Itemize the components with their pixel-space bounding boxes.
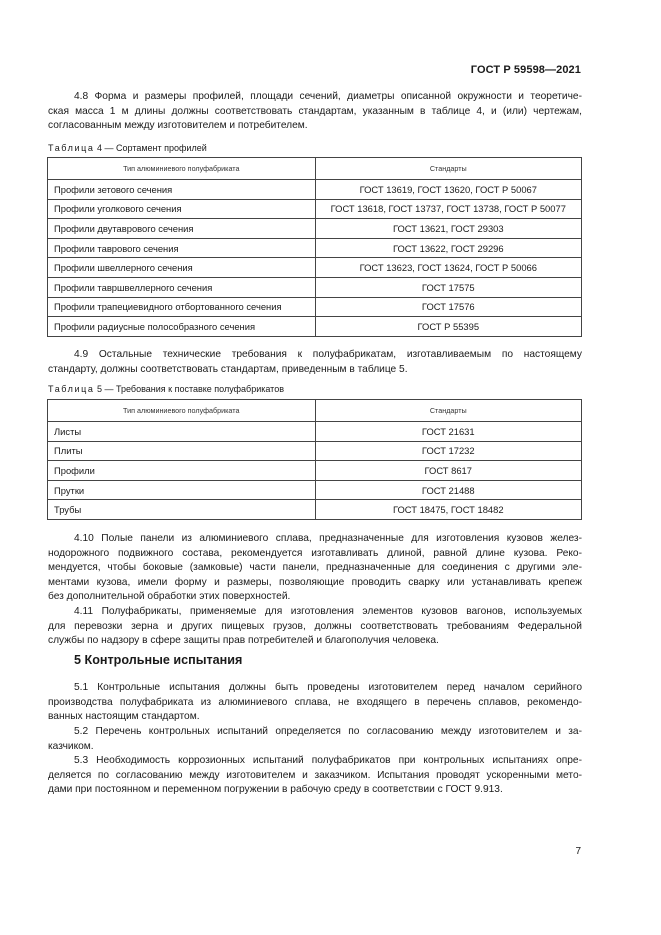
cell-standards: ГОСТ 17575 <box>315 277 581 297</box>
para-line: для перевозки зерна и других пищевых грузов, должны соответствовать требованиям Федеральной <box>48 620 582 632</box>
cell-standards: ГОСТ 17232 <box>315 441 581 461</box>
cell-type: Листы <box>48 422 316 442</box>
table-row <box>48 422 582 442</box>
para-line: деляется по согласованию между изготовителем и заказчиком. Испытания проводят ускоренными мето- <box>48 769 582 781</box>
para-line: 4.11 Полуфабрикаты, применяемые для изготовления элементов кузовов вагонов, используемых <box>74 606 582 617</box>
cell-standards: ГОСТ 21488 <box>315 480 581 500</box>
cell-standards: ГОСТ 13622, ГОСТ 29296 <box>315 238 581 258</box>
caption-text: 5 — Требования к поставке полуфабрикатов <box>94 384 284 394</box>
cell-type: Профили зетового сечения <box>48 180 316 200</box>
table-row <box>48 297 582 317</box>
para-line: ская масса 1 м длины должны соответствовать стандартам, указанным в таблице 4, и (или) чертежам, <box>48 105 582 117</box>
table-row <box>48 500 582 520</box>
cell-standards: ГОСТ 21631 <box>315 422 581 442</box>
cell-type: Профили таврового сечения <box>48 238 316 258</box>
para-line: дами при постоянном и переменном погружении в рабочую среду в соответствии с ГОСТ 9.913. <box>48 784 503 796</box>
table-4 <box>47 157 582 337</box>
cell-standards: ГОСТ Р 55395 <box>315 317 581 337</box>
para-line: 4.8 Форма и размеры профилей, площади сечений, диаметры описанной окружности и теоретиче- <box>74 91 582 102</box>
cell-type: Профили двутаврового сечения <box>48 219 316 239</box>
paragraph-5-3 <box>48 754 582 798</box>
cell-standards: ГОСТ 8617 <box>315 461 581 481</box>
table-row <box>48 441 582 461</box>
cell-type: Профили уголкового сечения <box>48 199 316 219</box>
caption-text: 4 — Сортамент профилей <box>94 143 207 153</box>
table-5 <box>47 399 582 520</box>
cell-standards: ГОСТ 17576 <box>315 297 581 317</box>
column-header-standards: Стандарты <box>315 158 581 180</box>
para-line: 5.1 Контрольные испытания должны быть проведены изготовителем перед началом серийного <box>74 682 582 693</box>
cell-type: Профили <box>48 461 316 481</box>
para-line: 4.10 Полые панели из алюминиевого сплава, предназначенные для изготовления кузовов желез- <box>74 533 582 544</box>
paragraph-5-2 <box>48 725 582 754</box>
para-line: 4.9 Остальные технические требования к полуфабрикатам, изготавливаемым по настоящему <box>74 349 582 360</box>
para-line: нодорожного подвижного состава, рекомендуется изготавливать длиной, равной длине кузова. Реко- <box>48 547 582 559</box>
paragraph-4-10 <box>48 532 582 605</box>
cell-standards: ГОСТ 13618, ГОСТ 13737, ГОСТ 13738, ГОСТ Р 50077 <box>315 199 581 219</box>
para-line: службы по надзору в сфере защиты прав потребителей и благополучия человека. <box>48 635 439 647</box>
paragraph-4-8 <box>48 90 582 134</box>
table-row <box>48 258 582 278</box>
table-row <box>48 199 582 219</box>
cell-type: Профили тавршвеллерного сечения <box>48 277 316 297</box>
para-line: казчиком. <box>48 740 94 752</box>
cell-type: Профили трапециевидного отбортованного сечения <box>48 297 316 317</box>
column-header-type: Тип алюминиевого полуфабриката <box>48 158 316 180</box>
cell-type: Трубы <box>48 500 316 520</box>
para-line: стандарту, должны соответствовать стандартам, приведенным в таблице 5. <box>48 363 408 375</box>
caption-word: Таблица <box>48 384 95 394</box>
para-line: 5.2 Перечень контрольных испытаний определяется по согласованию между изготовителем и за- <box>74 726 582 737</box>
caption-word: Таблица <box>48 143 95 153</box>
section-title: 5 Контрольные испытания <box>74 653 243 667</box>
cell-type: Плиты <box>48 441 316 461</box>
para-line: производства полуфабриката из алюминиевого сплава, не входящего в перечень сплавов, рекомендо- <box>48 696 582 708</box>
column-header-type: Тип алюминиевого полуфабриката <box>48 400 316 422</box>
cell-type: Профили швеллерного сечения <box>48 258 316 278</box>
cell-standards: ГОСТ 13621, ГОСТ 29303 <box>315 219 581 239</box>
paragraph-5-1 <box>48 681 582 725</box>
document-code: ГОСТ Р 59598—2021 <box>470 64 581 76</box>
cell-standards: ГОСТ 13619, ГОСТ 13620, ГОСТ Р 50067 <box>315 180 581 200</box>
page-number: 7 <box>575 846 581 857</box>
table-row <box>48 238 582 258</box>
table-row <box>48 480 582 500</box>
paragraph-4-11 <box>48 605 582 649</box>
table-row <box>48 277 582 297</box>
column-header-standards: Стандарты <box>315 400 581 422</box>
para-line: 5.3 Необходимость коррозионных испытаний полуфабрикатов при контрольных испытаниях опре- <box>74 755 582 766</box>
cell-standards: ГОСТ 13623, ГОСТ 13624, ГОСТ Р 50066 <box>315 258 581 278</box>
para-line: мендуется, чтобы боковые (замковые) части панели, предназначенные для соединения с другими эле- <box>48 562 582 574</box>
table-4-caption <box>48 142 207 154</box>
table-row <box>48 180 582 200</box>
paragraph-4-9 <box>48 348 582 377</box>
table-row <box>48 461 582 481</box>
cell-type: Профили радиусные полособразного сечения <box>48 317 316 337</box>
cell-type: Прутки <box>48 480 316 500</box>
table-row <box>48 317 582 337</box>
para-line: ванных настоящим стандартом. <box>48 711 200 723</box>
para-line: согласованным между изготовителем и потребителем. <box>48 120 308 132</box>
para-line: ментами кузова, имели форму и размеры, позволяющие проводить сварку или устанавливать крепеж <box>48 576 582 588</box>
table-row <box>48 219 582 239</box>
cell-standards: ГОСТ 18475, ГОСТ 18482 <box>315 500 581 520</box>
table-5-caption <box>48 383 284 395</box>
para-line: без дополнительной обработки этих поверхностей. <box>48 591 291 603</box>
